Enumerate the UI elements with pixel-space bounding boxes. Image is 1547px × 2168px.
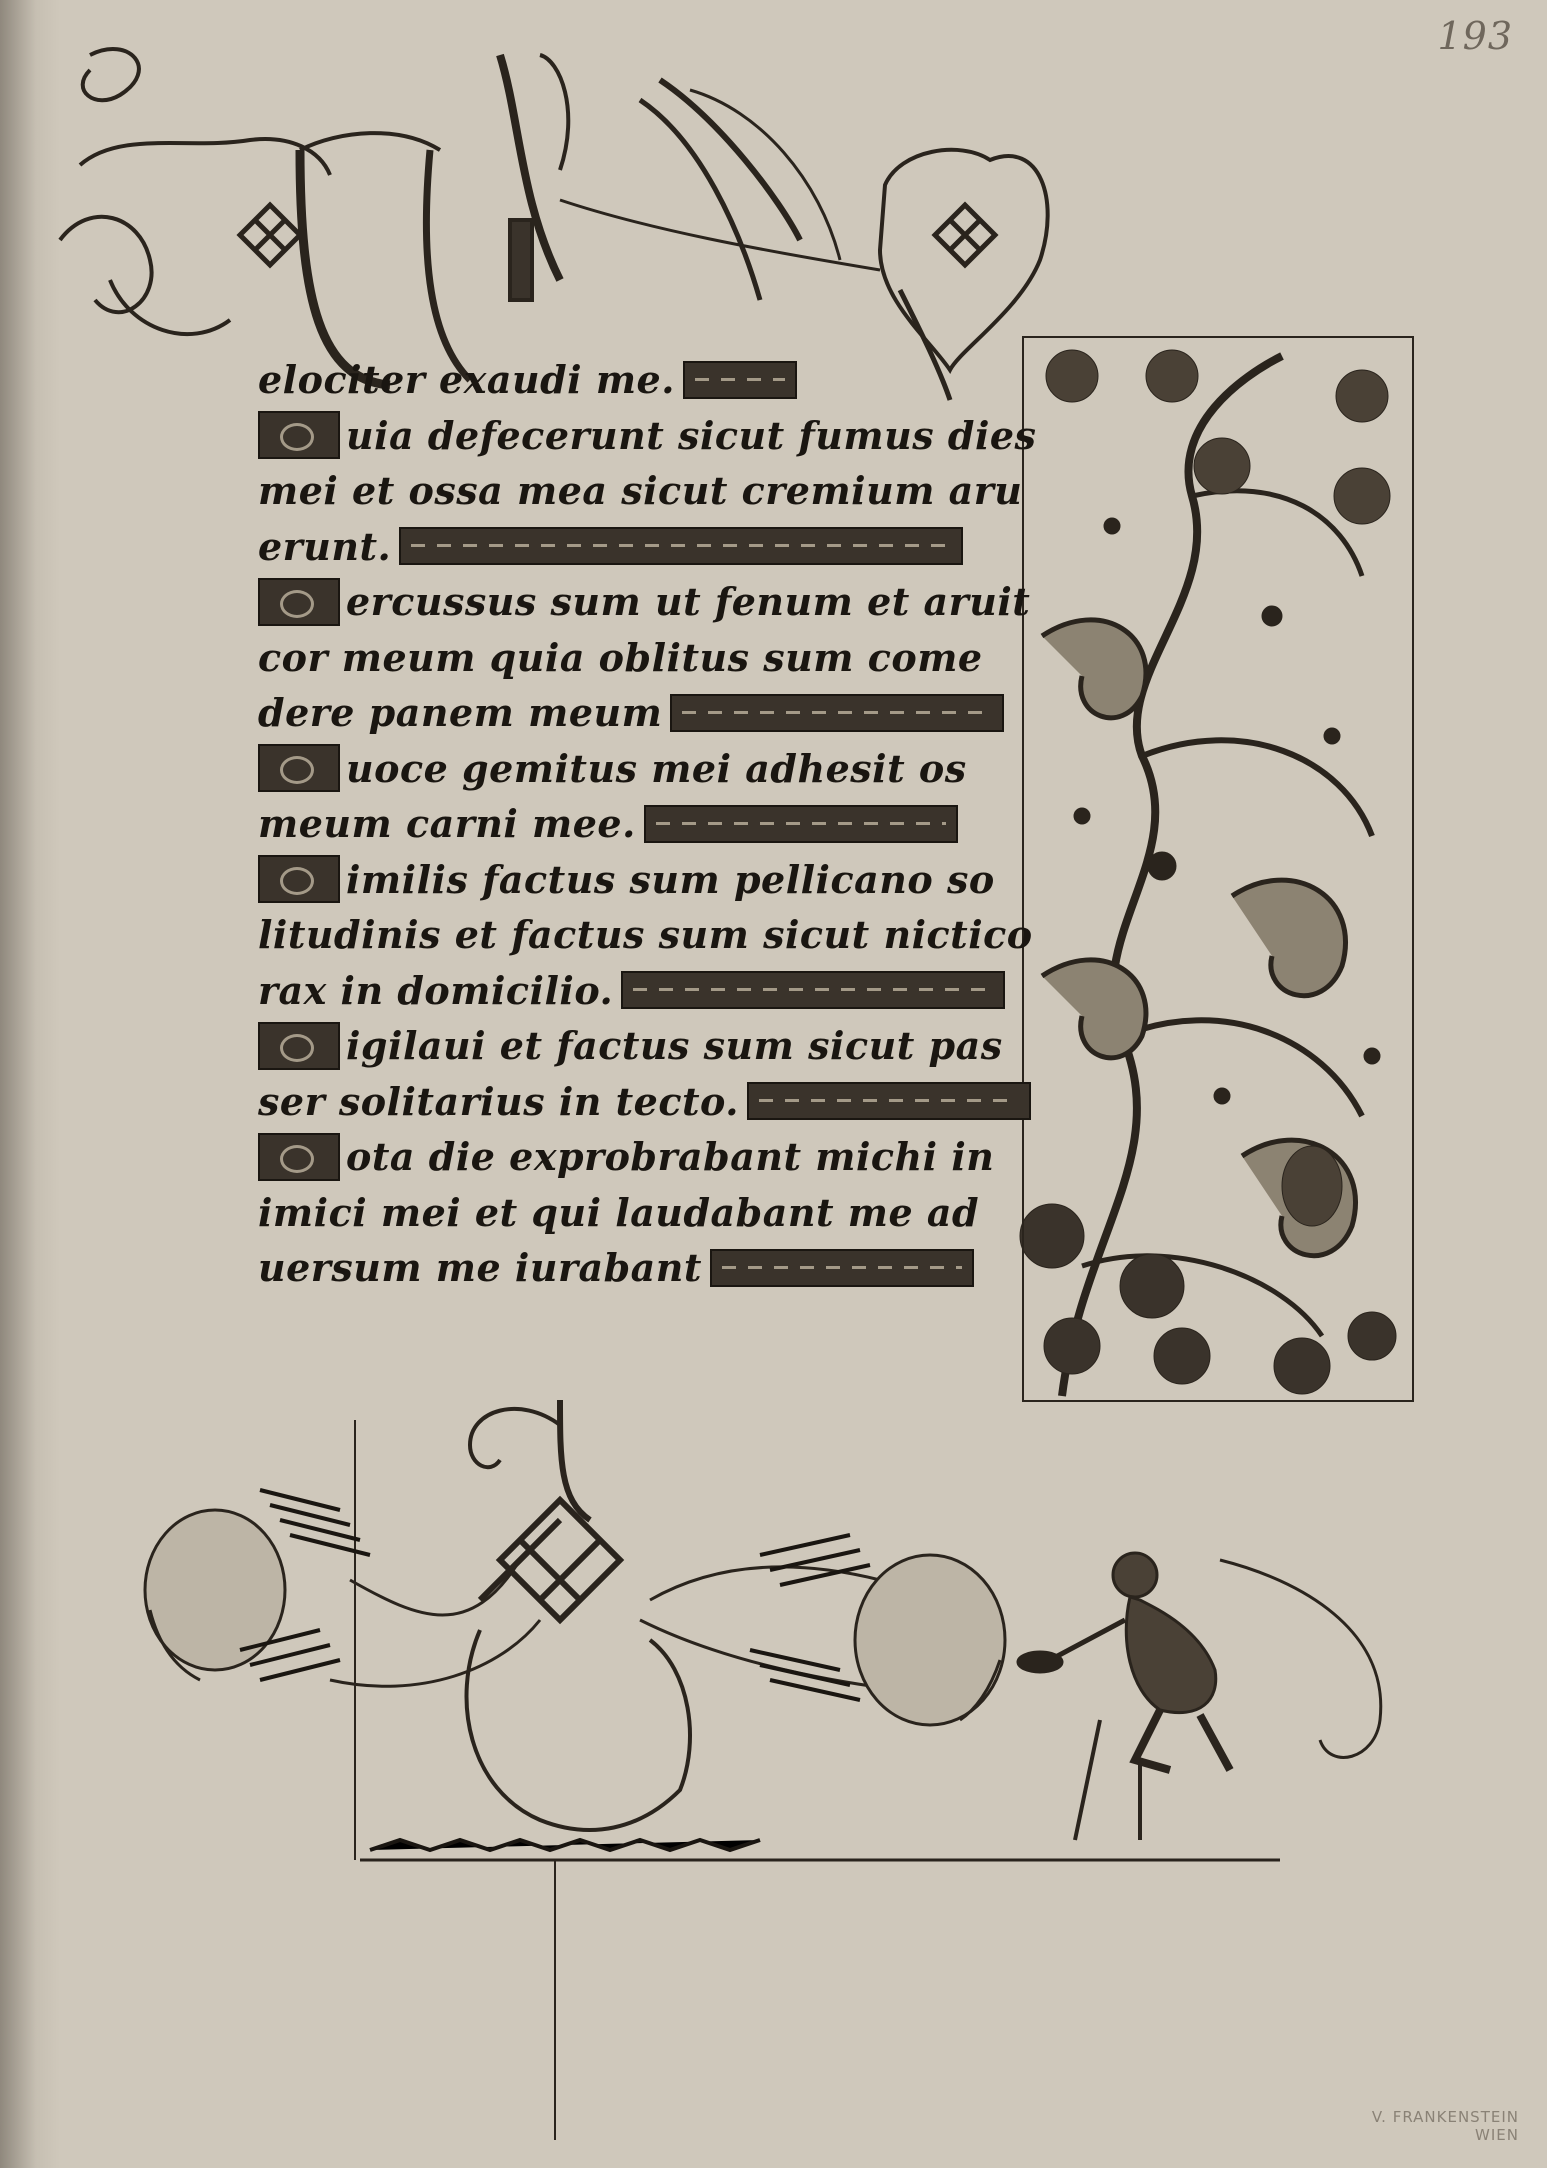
- grotesque-head-right: [855, 1555, 1005, 1725]
- line-text: elociter exaudi me.: [258, 357, 675, 402]
- decorated-initial: [258, 578, 340, 626]
- line-filler: [644, 805, 958, 843]
- line-text: uoce gemitus mei adhesit os: [346, 745, 967, 791]
- text-line: [258, 1129, 1020, 1185]
- stamp-line-1: V. FRANKENSTEIN: [1371, 2108, 1519, 2126]
- line-text: uia defecerunt sicut fumus dies: [346, 412, 1037, 458]
- decorated-initial: [258, 411, 340, 459]
- line-text: meum carni mee.: [258, 801, 636, 846]
- text-line: [258, 1074, 1020, 1130]
- bottom-drollery: [330, 1400, 1381, 2140]
- border-panel: [1022, 336, 1414, 1402]
- grotesque-head-left: [145, 1510, 285, 1680]
- line-text: dere panem meum: [258, 690, 663, 735]
- line-text: erunt.: [258, 523, 392, 569]
- decorated-initial: [258, 855, 340, 903]
- text-block: [258, 352, 1037, 1296]
- hatched-ornaments: [240, 1490, 870, 1850]
- cadel-initial: [60, 49, 1048, 400]
- line-filler: [399, 527, 963, 565]
- line-filler: [710, 1249, 974, 1287]
- text-line: [258, 1240, 1020, 1296]
- text-line: [258, 574, 1031, 630]
- stamp-line-2: WIEN: [1475, 2126, 1519, 2144]
- text-line: [258, 352, 1020, 408]
- line-text: ercussus sum ut fenum et aruit: [346, 579, 1031, 624]
- text-line: [258, 963, 1020, 1019]
- text-line: [258, 519, 1020, 575]
- text-line: [258, 408, 1037, 464]
- text-line: [258, 796, 1020, 852]
- text-line: [258, 741, 1020, 797]
- text-line: [258, 630, 1020, 686]
- folio-number: 193: [1437, 14, 1513, 58]
- line-text: mei et ossa mea sicut cremium aru: [258, 468, 1023, 513]
- publisher-stamp: [1372, 2108, 1519, 2144]
- line-text: ota die exprobrabant michi in: [346, 1134, 995, 1179]
- text-line: [258, 685, 1020, 741]
- text-line: [258, 463, 1023, 519]
- line-filler: [683, 361, 797, 399]
- text-line: [258, 1018, 1020, 1074]
- line-filler: [670, 694, 1004, 732]
- line-text: ser solitarius in tecto.: [258, 1078, 739, 1124]
- text-line: [258, 1185, 1020, 1241]
- line-filler: [621, 971, 1005, 1009]
- line-text: uersum me iurabant: [258, 1245, 702, 1290]
- line-text: imilis factus sum pellicano so: [346, 856, 995, 902]
- decorated-initial: [258, 744, 340, 792]
- decorated-initial: [258, 1022, 340, 1070]
- text-line: [258, 852, 1020, 908]
- line-filler: [747, 1082, 1031, 1120]
- monkey-figure: [1018, 1553, 1230, 1840]
- text-line: [258, 907, 1033, 963]
- line-text: cor meum quia oblitus sum come: [258, 634, 983, 680]
- line-text: litudinis et factus sum sicut nictico: [258, 912, 1033, 957]
- line-text: rax in domicilio.: [258, 967, 614, 1013]
- line-text: imici mei et qui laudabant me ad: [258, 1189, 980, 1235]
- line-text: igilaui et factus sum sicut pas: [346, 1023, 1003, 1068]
- decorated-initial: [258, 1133, 340, 1181]
